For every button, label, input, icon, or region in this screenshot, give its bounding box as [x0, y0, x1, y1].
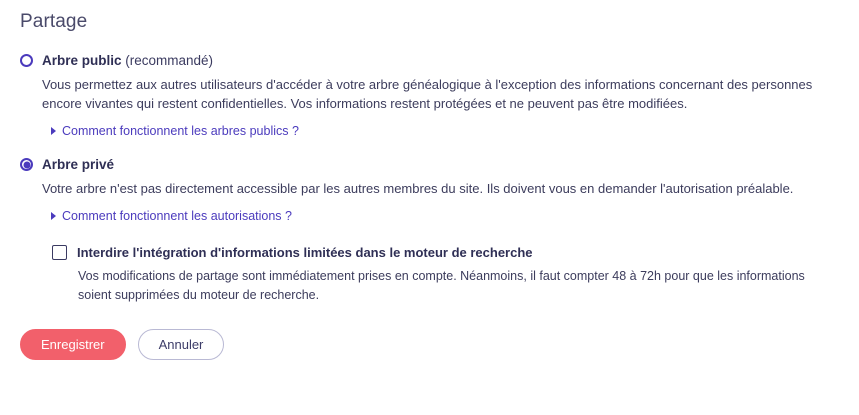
disclosure-authorizations-label[interactable]: Comment fonctionnent les autorisations ? — [62, 209, 292, 223]
option-private-tree-title: Arbre privé — [42, 157, 115, 172]
search-engine-option — [52, 245, 841, 305]
option-private-tree[interactable] — [18, 157, 841, 305]
disclosure-public-trees[interactable] — [51, 124, 299, 138]
option-public-tree[interactable] — [18, 53, 841, 140]
save-button[interactable]: Enregistrer — [20, 329, 126, 360]
form-actions — [20, 329, 841, 360]
option-public-tree-header[interactable] — [18, 53, 841, 68]
chevron-right-icon — [51, 212, 56, 220]
disclosure-authorizations[interactable] — [51, 209, 292, 223]
radio-public-tree[interactable] — [20, 54, 33, 67]
cancel-button[interactable]: Annuler — [138, 329, 225, 360]
checkbox-block-search-engine-label[interactable]: Interdire l'intégration d'informations limitées dans le moteur de recherche — [77, 245, 533, 260]
option-public-tree-hint: (recommandé) — [125, 53, 214, 68]
checkbox-block-search-engine[interactable] — [52, 245, 67, 260]
option-private-tree-header[interactable] — [18, 157, 841, 172]
option-private-tree-label[interactable] — [42, 157, 114, 172]
option-public-tree-label[interactable] — [42, 53, 213, 68]
disclosure-public-trees-label[interactable]: Comment fonctionnent les arbres publics ? — [62, 124, 299, 138]
chevron-right-icon — [51, 127, 56, 135]
radio-private-tree[interactable] — [20, 158, 33, 171]
page-title: Partage — [20, 11, 88, 32]
option-public-tree-title: Arbre public — [42, 53, 122, 68]
search-engine-option-description: Vos modifications de partage sont immédiatement prises en compte. Néanmoins, il faut compter 48 à 72h pour que les informations soient supprimées du moteur de recherche. — [78, 269, 805, 302]
option-public-tree-description: Vous permettez aux autres utilisateurs d'accéder à votre arbre généalogique à l'exception des informations concernant des personnes encore vivantes qui restent confidentielles. Vos informations restent protégées et ne peuvent pas être modifiées. — [42, 77, 813, 111]
search-engine-option-header[interactable] — [52, 245, 841, 260]
option-private-tree-description: Votre arbre n'est pas directement accessible par les autres membres du site. Ils doivent vous en demander l'autorisation préalable. — [42, 181, 794, 196]
